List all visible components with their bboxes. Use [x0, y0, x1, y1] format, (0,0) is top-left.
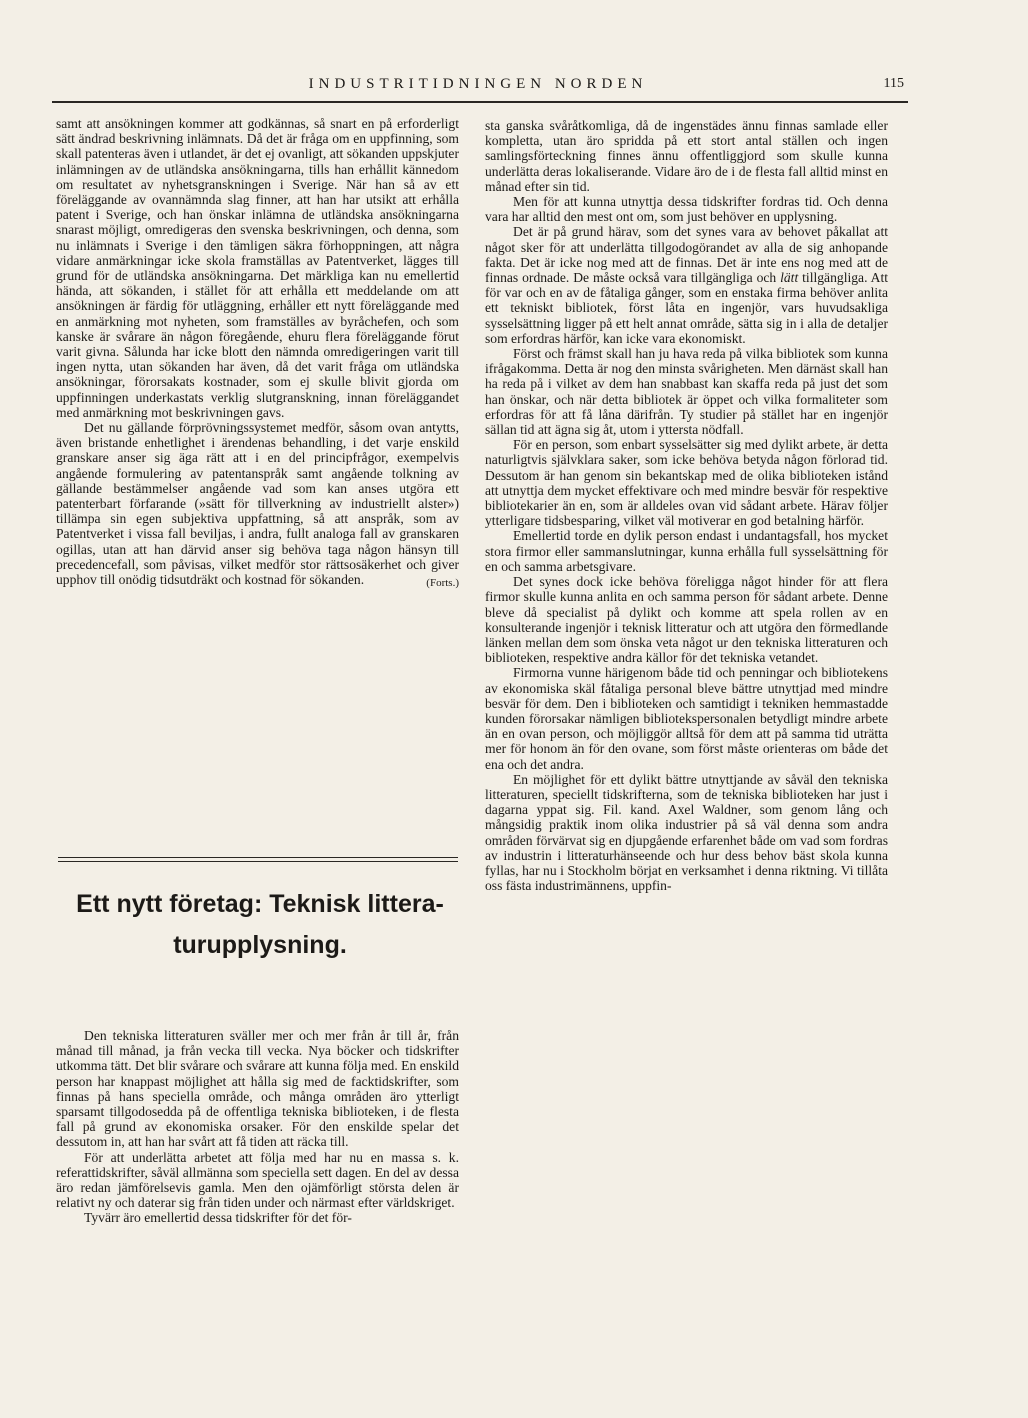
article-paragraph-1: Den tekniska litteraturen sväller mer och mer från år till år, från månad till månad, ja från vecka till vecka. Nya böcker och tidskrifter utkomma tätt. Det blir svårare och svårare att kunna följa med. En enskild person har knappast möjlighet att hålla sig med de facktidskrifter, som finnas på hans speciella område, och många områden äro ytterligt sparsamt tillgodosedda på de offentliga tekniska biblioteken, i de flesta fall på grund av ekonomiska orsaker. För den enskilde spelar det dessutom in, att han har svårt att få tiden att räcka till. [56, 1028, 459, 1150]
left-paragraph-1: samt att ansökningen kommer att godkännas, så snart en på erforderligt sätt ändrad beskrivning inlämnats. Då det är fråga om en uppfinning, som skall patenteras även i utlandet, är det ej ovanligt, att sökanden uppskjuter inlämningen av de utländska ansökningarna, tills han erhållit kännedom om resultatet av nyhetsgranskningen i Sverige. När han så av ett föreläggande av ovannämnda slag finner, att han har utsikt att erhålla patent i Sverige, och han önskar inlämna de utländska ansökningarna snarast möjligt, omredigeras den svenska beskrivningen, och denna, som nu inlämnats i Sverige i den tämligen säkra förhoppningen, att några vidare anmärkningar icke skola framställas av Patentverket, lägges till grund för de utländska ansökningarna. Det märkliga kan nu emellertid hända, att sökanden, i stället för att erhålla ett meddelande om att ansökningen är färdig för utläggning, erhåller ett nytt föreläggande med en anmärkning mot nyheten, som framställes av byråchefen, och som kanske är svårare än någon föregående, ehuru flera föreläggande förut varit givna. Sålunda har icke blott den nämnda omredigeringen varit till ingen nytta, utan sökanden har även, då det varit fråga om utländska ansökningar, förorsakats kostnader, som ej skulle blivit gjorda om uppfinningen underkastats verklig slutgranskning, innan föreläggandet med anmärkning mot beskrivningen gavs. [56, 116, 459, 420]
right-paragraph-5: För en person, som enbart sysselsätter sig med dylikt arbete, är detta naturligtvis självklara saker, som icke behöva betyda någon förlorad tid. Dessutom är han genom sin bekantskap med de olika biblioteken istånd att utnyttja dem mycket effektivare och med mindre besvär för respektive bibliotekarier än en, som är alldeles ovan vid sådant arbete. Härav följer ytterligare tidsbesparing, vilket väl motiverar en god betalning härför. [485, 437, 888, 529]
article-paragraph-3: Tyvärr äro emellertid dessa tidskrifter för det för- [84, 1210, 352, 1226]
page-header [48, 72, 908, 102]
continued-note: (Forts.) [426, 577, 459, 590]
section-divider [58, 857, 458, 862]
article-paragraph-2: För att underlätta arbetet att följa med har nu en massa s. k. referattidskrifter, såväl allmänna som speciella sett dagen. En del av dessa äro redan jämförelsevis gamla. Men den ojämförligt största delen är relativt ny och daterar sig från tiden under och närmast efter världskriget. [56, 1149, 459, 1211]
right-column [485, 118, 888, 893]
right-paragraph-9: En möjlighet för ett dylikt bättre utnyttjande av såväl den tekniska litteraturen, speciellt tidskrifterna, som de tekniska biblioteken har just i dagarna yppat sig. Fil. kand. Axel Waldner, som genom lång och mångsidig praktik inom olika industrier på så väl denna som andra områden förvärvat sig en djupgående erfarenhet både om vad som fordras av industrin i litteraturhänseende och hur dess behov bäst skola kunna fyllas, har nu i Stockholm börjat en verksamhet i denna riktning. Vi tillåta oss fästa industrimännens, uppfin- [485, 771, 888, 894]
article-left-column [56, 1028, 459, 1226]
emphasis-latt: lätt [780, 270, 799, 286]
journal-title: INDUSTRITIDNINGEN NORDEN [308, 76, 648, 92]
right-paragraph-1: sta ganska svåråtkomliga, då de ingenstädes ännu finnas samlade eller kompletta, utan äro spridda på ett stort antal ställen och ingen samlingsförteckning finnes ännu offentliggjord som skulle kunna underlätta deras lokaliserande. Vidare äro de i de flesta fall alltid minst en månad efter sin tid. [485, 118, 888, 194]
right-paragraph-8: Firmorna vunne härigenom både tid och penningar och bibliotekens av ekonomiska skäl fåtaliga personal bleve bättre utnyttjad med mindre besvär för dem. Den i biblioteken och samtidigt i tekniken hemmastadde kunden förorsakar nämligen bibliotekspersonalen betydligt mindre arbete än en ovan person, och möjliggör alltså för dem att på samma tid uträtta mer för honom än för den ovane, som först måste orienteras om både det ena och det andra. [485, 665, 888, 772]
page-number: 115 [883, 76, 904, 91]
right-paragraph-2: Men för att kunna utnyttja dessa tidskrifter fordras tid. Och denna vara har alltid den mest ont om, som just behöver en upplysning. [485, 194, 888, 225]
article-title-line-2: turupplysning. [173, 931, 347, 959]
right-paragraph-3b: tillgängliga. Att för var och en av de fåtaliga gånger, som en enstaka firma behöver anlita ett tekniskt bibliotek, först låta en ingenjör, vars huvudsakliga sysselsättning ligger på ett helt annat område, sätta sig in i alla de detaljer som erfordras härför, kan icke vara ekonomiskt. [485, 270, 888, 346]
right-paragraph-7: Det synes dock icke behöva föreligga något hinder för att flera firmor skulle kunna anlita en och samma person för sådant arbete. Denne bleve då specialist på dylikt och komme att spela rollen av en konsulterande ingenjör i teknisk litteratur och att utgöra den förmedlande länken mellan dem som önska veta något ur den tekniska litteraturen och biblioteken, respektive andra källor för det tekniska vetandet. [485, 574, 888, 666]
article-title [62, 884, 458, 966]
article-title-line-1: Ett nytt företag: Teknisk littera- [76, 890, 444, 918]
right-paragraph-4: Först och främst skall han ju hava reda på vilka bibliotek som kunna ifrågakomma. Detta är nog den minsta svårigheten. Men därnäst skall han ha reda på i vilket av dem han snabbast kan skaffa reda på just det som han önskar, och när detta bibliotek är öppet och vilka formaliteter som erfordras för att få låna därifrån. Ty studier på stället har en ingenjör sällan tid att ägna sig åt, utom i yttersta nödfall. [485, 346, 888, 438]
left-paragraph-2 [56, 420, 459, 590]
left-paragraph-2-text: Det nu gällande förprövningssystemet medför, såsom ovan antytts, även bristande enhetlighet i ärendenas behandling, i det varje enskild granskare anser sig äga rätt att i en del principfrågor, exempelvis angående formulering av patentanspråk samt angående tolkning av gällande bestämmelser angående vad som kan anses utgöra ett patenterbart förfarande (»sätt för tillverkning av industriellt alster») tillämpa sin egen subjektiva uppfattning, så att anspråk, som av Patentverket i vissa fall beviljas, i andra, fullt analoga fall av granskaren ogillas, utan att han därvid anser sig behöva taga någon hänsyn till precedencefall, som påvisas, vilket medför stor rättsosäkerhet och giver upphov till onödig tidsutdräkt och kostnad för sökanden. [56, 420, 459, 588]
left-column [56, 116, 459, 591]
header-rule [52, 101, 908, 103]
right-paragraph-3a: Det är på grund härav, som det synes vara av behovet påkallat att något sker för att underlätta tillgodogörandet av alla de sig anhopande fakta. Det är icke nog med att de finnas. Det är inte ens nog med att de finnas ordnade. De måste också vara tillgängliga och [485, 224, 888, 286]
right-paragraph-6: Emellertid torde en dylik person endast i undantagsfall, hos mycket stora firmor eller sammanslutningar, kunna erhålla full sysselsättning för en och samma arbetsgivare. [485, 528, 888, 574]
right-paragraph-3 [485, 224, 888, 346]
